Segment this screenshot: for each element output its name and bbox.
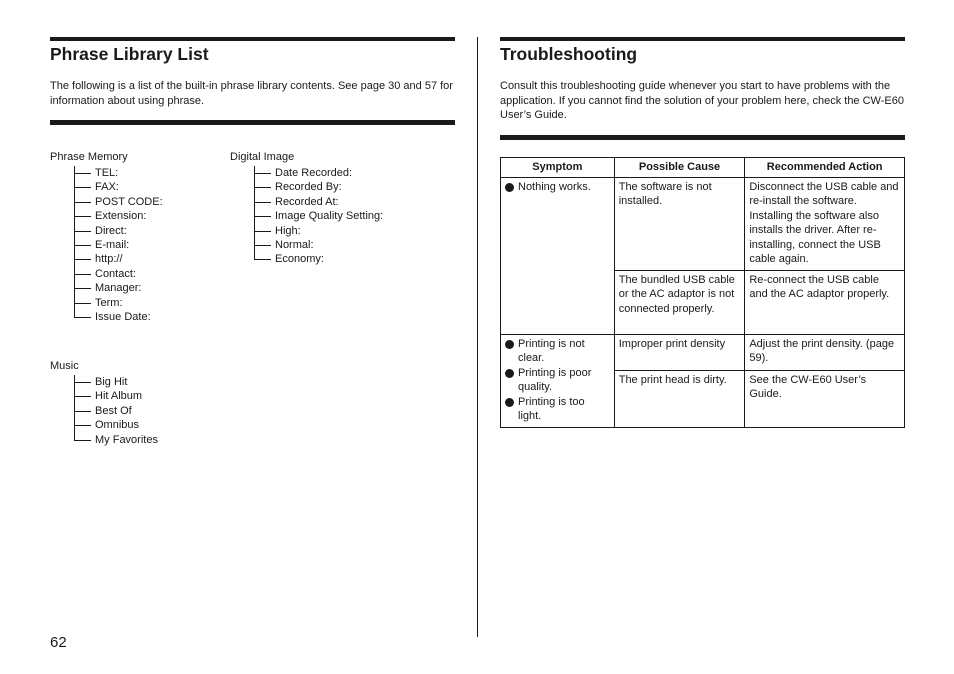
tree-item: Normal: <box>254 238 383 252</box>
symptom-item: Printing is not clear. <box>505 337 610 366</box>
cause-cell: The software is not installed. <box>614 177 745 270</box>
tree-item: Omnibus <box>74 418 158 432</box>
symptom-cell <box>501 177 615 334</box>
digital-image-label: Digital Image <box>230 151 295 163</box>
page-number: 62 <box>50 634 67 651</box>
tree-item: Best Of <box>74 404 158 418</box>
tree-item: E-mail: <box>74 238 163 252</box>
tree-item: Manager: <box>74 281 163 295</box>
table-row <box>501 177 905 270</box>
cause-cell: The print head is dirty. <box>614 370 745 427</box>
symptom-item: Printing is poor quality. <box>505 366 610 395</box>
tree-item: Image Quality Setting: <box>254 209 383 223</box>
music-label: Music <box>50 360 79 372</box>
tree-item: http:// <box>74 252 163 266</box>
troubleshooting-table <box>500 157 905 428</box>
column-divider <box>477 37 478 637</box>
cause-cell: Improper print density <box>614 334 745 370</box>
cause-cell: The bundled USB cable or the AC adaptor is not connected properly. <box>614 270 745 334</box>
right-section-rule <box>500 135 905 140</box>
tree-item: TEL: <box>74 166 163 180</box>
digital-image-items <box>254 166 383 267</box>
symptom-cell <box>501 334 615 427</box>
phrase-memory-label: Phrase Memory <box>50 151 128 163</box>
tree-item: Recorded At: <box>254 195 383 209</box>
left-top-rule <box>50 37 455 41</box>
tree-item: Contact: <box>74 267 163 281</box>
table-row <box>501 334 905 370</box>
phrase-library-intro: The following is a list of the built-in phrase library contents. See page 30 and 57 for information about using phrase. <box>50 80 453 107</box>
cause-header: Possible Cause <box>614 158 745 178</box>
table-header-row <box>501 158 905 178</box>
tree-item: My Favorites <box>74 433 158 447</box>
tree-item: Issue Date: <box>74 310 163 324</box>
phrase-memory-items <box>74 166 163 324</box>
tree-item: Term: <box>74 296 163 310</box>
tree-item: Recorded By: <box>254 180 383 194</box>
symptom-header: Symptom <box>501 158 615 178</box>
tree-item: Hit Album <box>74 389 158 403</box>
action-header: Recommended Action <box>745 158 905 178</box>
troubleshooting-intro: Consult this troubleshooting guide whenever you start to have problems with the application. If you cannot find the solution of your problem here, check the CW-E60 User’s Guide. <box>500 80 904 121</box>
tree-item: Extension: <box>74 209 163 223</box>
tree-item: Economy: <box>254 252 383 266</box>
tree-item: High: <box>254 224 383 238</box>
tree-item: Direct: <box>74 224 163 238</box>
left-section-rule <box>50 120 455 125</box>
action-cell: Re-connect the USB cable and the AC adaptor properly. <box>745 270 905 334</box>
tree-item: Big Hit <box>74 375 158 389</box>
phrase-library-title: Phrase Library List <box>50 44 209 64</box>
symptom-item: Nothing works. <box>505 180 610 195</box>
action-cell: See the CW-E60 User’s Guide. <box>745 370 905 427</box>
troubleshooting-title: Troubleshooting <box>500 44 638 64</box>
tree-item: FAX: <box>74 180 163 194</box>
tree-item: Date Recorded: <box>254 166 383 180</box>
symptom-item: Printing is too light. <box>505 395 610 424</box>
tree-item: POST CODE: <box>74 195 163 209</box>
action-cell: Disconnect the USB cable and re-install the software. Installing the software also installs the driver. After re-installing, connect the USB cable again. <box>745 177 905 270</box>
music-items <box>74 375 158 447</box>
action-cell: Adjust the print density. (page 59). <box>745 334 905 370</box>
right-top-rule <box>500 37 905 41</box>
